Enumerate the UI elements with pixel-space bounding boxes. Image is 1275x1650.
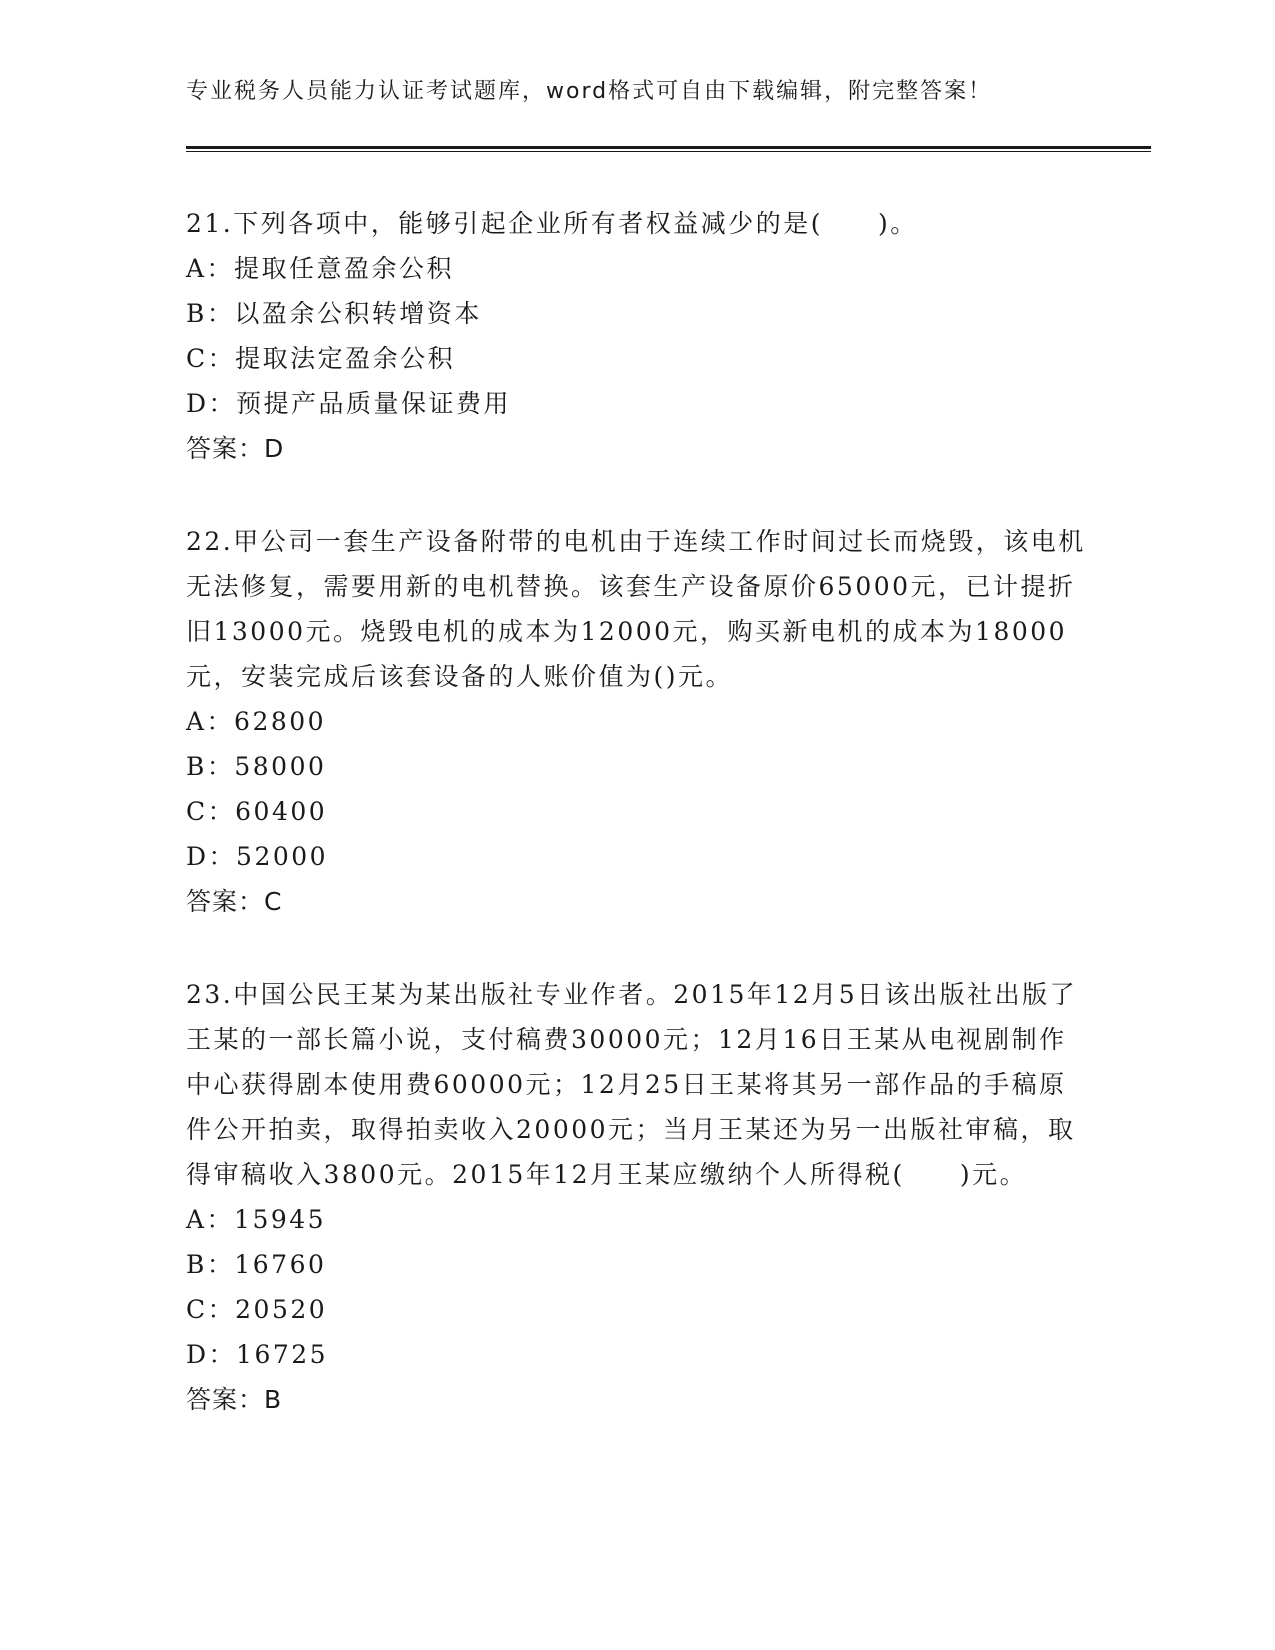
question-21 xyxy=(186,201,1086,471)
option-d: D：预提产品质量保证费用 xyxy=(186,389,512,418)
question-stem: 23.中国公民王某为某出版社专业作者。2015年12月5日该出版社出版了王某的一部长篇小说，支付稿费30000元；12月16日王某从电视剧制作中心获得剧本使用费60000元；12月25日王某将其另一部作品的手稿原件公开拍卖，取得拍卖收入20000元；当月王某还为另一出版社审稿，取得审稿收入3800元。2015年12月王某应缴纳个人所得税( )元。 xyxy=(186,980,1078,1189)
option-a: A：提取任意盈余公积 xyxy=(186,254,455,283)
header-divider xyxy=(186,146,1151,149)
option-b: B：以盈余公积转增资本 xyxy=(186,299,482,328)
question-23 xyxy=(186,972,1086,1422)
question-22 xyxy=(186,519,1086,924)
option-c: C：提取法定盈余公积 xyxy=(186,344,456,373)
option-a: A：62800 xyxy=(186,707,327,736)
option-b: B：16760 xyxy=(186,1250,327,1279)
question-stem: 21.下列各项中，能够引起企业所有者权益减少的是( )。 xyxy=(186,209,918,238)
option-b: B：58000 xyxy=(186,752,327,781)
page-header: 专业税务人员能力认证考试题库，word格式可自由下载编辑，附完整答案！ xyxy=(186,79,993,104)
question-stem: 22.甲公司一套生产设备附带的电机由于连续工作时间过长而烧毁，该电机无法修复，需要用新的电机替换。该套生产设备原价65000元，已计提折旧13000元。烧毁电机的成本为12000元，购买新电机的成本为18000元，安装完成后该套设备的人账价值为()元。 xyxy=(186,527,1086,691)
option-d: D：52000 xyxy=(186,842,329,871)
answer: 答案：D xyxy=(186,434,285,463)
header-divider-thin xyxy=(186,151,1151,152)
answer: 答案：B xyxy=(186,1385,283,1414)
option-c: C：60400 xyxy=(186,797,328,826)
option-c: C：20520 xyxy=(186,1295,328,1324)
option-d: D：16725 xyxy=(186,1340,329,1369)
answer: 答案：C xyxy=(186,887,283,916)
option-a: A：15945 xyxy=(186,1205,327,1234)
